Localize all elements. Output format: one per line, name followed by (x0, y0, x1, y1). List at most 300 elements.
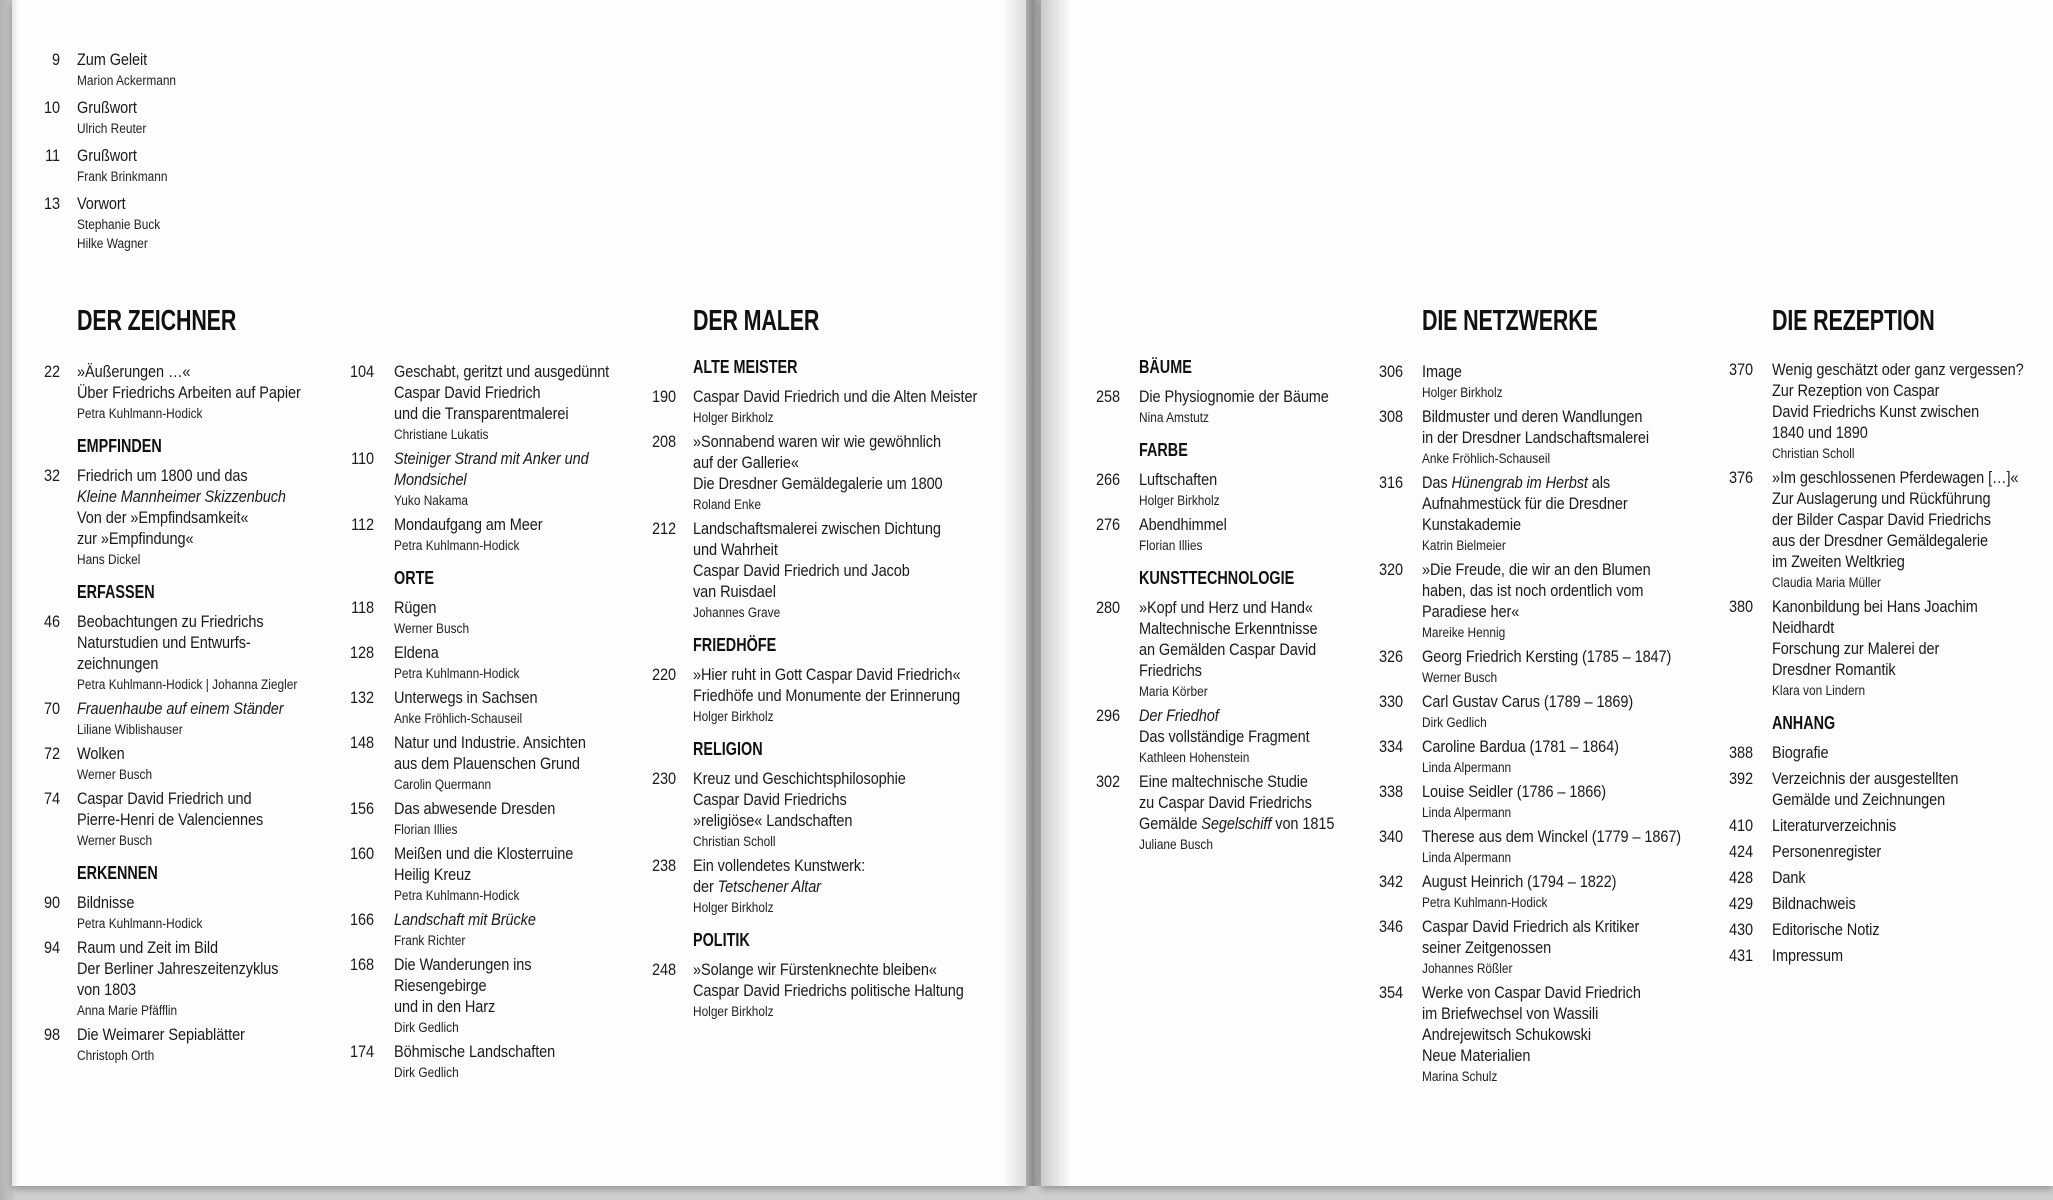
entry-author: Werner Busch (77, 767, 153, 782)
entry-page-number: 148 (350, 734, 374, 752)
entry-author: Christoph Orth (77, 1048, 155, 1063)
entry-page-number: 220 (652, 666, 676, 684)
entry-author: Werner Busch (77, 833, 153, 848)
entry-author: Kathleen Hohenstein (1139, 750, 1250, 765)
entry-page-number: 118 (351, 599, 374, 617)
rezeption-column (1693, 360, 2024, 972)
entry-author: Christiane Lukatis (394, 427, 489, 442)
toc-entry (1693, 868, 2008, 889)
entry-title-line: Paradiese her« (1422, 603, 1520, 621)
entry-author: Hilke Wagner (77, 236, 148, 251)
entry-title-line: Zur Auslagerung und Rückführung (1772, 490, 1991, 508)
entry-author: Marina Schulz (1422, 1069, 1498, 1084)
entry-title-line: Caspar David Friedrich und (77, 790, 252, 808)
entry-title-line: Der Friedhof (1139, 707, 1219, 725)
subsection-header: RELIGION (693, 739, 763, 759)
entry-title-line: Heilig Kreuz (394, 866, 472, 884)
toc-entry (14, 938, 314, 1020)
entry-title-line: Friedrichs (1139, 662, 1202, 680)
entry-title-line: Maltechnische Erkenntnisse (1139, 620, 1318, 638)
entry-title-line: Caspar David Friedrich und Jacob (693, 562, 910, 580)
entry-page-number: 316 (1379, 474, 1403, 492)
toc-entry (14, 98, 314, 138)
maler-column (616, 356, 1018, 1026)
entry-title-line: Das abwesende Dresden (394, 800, 556, 818)
subsection-header: ALTE MEISTER (693, 357, 798, 377)
entry-page-number: 308 (1379, 408, 1403, 426)
entry-title-line: Louise Seidler (1786 – 1866) (1422, 783, 1607, 801)
entry-title-line: auf der Gallerie« (693, 454, 799, 472)
entry-author: Yuko Nakama (394, 493, 468, 508)
subsection-header: FARBE (1139, 440, 1188, 460)
entry-page-number: 212 (652, 520, 676, 538)
entry-page-number: 238 (652, 857, 676, 875)
entry-title-line: Pierre-Henri de Valenciennes (77, 811, 264, 829)
entry-title-line: David Friedrichs Kunst zwischen (1772, 403, 1980, 421)
entry-page-number: 11 (45, 147, 60, 165)
entry-title-line: Andrejewitsch Schukowski (1422, 1026, 1591, 1044)
entry-title-line: von 1803 (77, 981, 137, 999)
entry-author: Johannes Grave (693, 605, 781, 620)
entry-title-line: Frauenhaube auf einem Ständer (77, 700, 284, 718)
toc-entry (616, 665, 1018, 726)
entry-title-line: Bildmuster und deren Wandlungen (1422, 408, 1643, 426)
toc-entry (314, 688, 609, 728)
subsection-header: ERFASSEN (77, 582, 155, 602)
entry-page-number: 110 (351, 450, 374, 468)
entry-title-line: Steiniger Strand mit Anker und (394, 450, 589, 468)
entry-page-number: 340 (1379, 828, 1403, 846)
entry-title-line: Georg Friedrich Kersting (1785 – 1847) (1422, 648, 1672, 666)
entry-author: Frank Richter (394, 933, 466, 948)
entry-author: Holger Birkholz (1422, 385, 1503, 400)
entry-author: Roland Enke (693, 497, 762, 512)
entry-author: Claudia Maria Müller (1772, 575, 1881, 590)
entry-page-number: 258 (1096, 388, 1120, 406)
entry-title-line: Meißen und die Klosterruine (394, 845, 574, 863)
toc-entry (314, 515, 609, 555)
toc-entry (314, 910, 609, 950)
entry-title-line: Bildnisse (77, 894, 135, 912)
entry-title-line: Luftschaften (1139, 471, 1218, 489)
subsection-header: BÄUME (1139, 357, 1192, 377)
section-header-die-netzwerke: DIE NETZWERKE (1422, 305, 1598, 337)
toc-entry (1693, 769, 2008, 811)
entry-author: Petra Kuhlmann-Hodick (394, 666, 520, 681)
entry-author: Petra Kuhlmann-Hodick (394, 538, 520, 553)
entry-title-line: aus dem Plauenschen Grund (394, 755, 580, 773)
entry-title-line: Die Weimarer Sepiablätter (77, 1026, 245, 1044)
toc-entry (14, 789, 314, 850)
entry-title-line: aus der Dresdner Gemäldegalerie (1772, 532, 1988, 550)
entry-title-line: Caspar David Friedrichs politische Haltung (693, 982, 964, 1000)
entry-title-line: Neidhardt (1772, 619, 1835, 637)
entry-author: Christian Scholl (1772, 446, 1855, 461)
entry-title-line: Abendhimmel (1139, 516, 1227, 534)
entry-title-line: »religiöse« Landschaften (693, 812, 853, 830)
entry-title-line: »Die Freude, die wir an den Blumen (1422, 561, 1651, 579)
entry-author: Carolin Quermann (394, 777, 492, 792)
subsection-header: POLITIK (693, 930, 750, 950)
entry-page-number: 330 (1379, 693, 1403, 711)
entry-title-line: Das vollständige Fragment (1139, 728, 1310, 746)
entry-author: Linda Alpermann (1422, 760, 1512, 775)
entry-title-line: Aufnahmestück für die Dresdner (1422, 495, 1628, 513)
entry-author: Holger Birkholz (693, 900, 774, 915)
entry-title-line: zu Caspar David Friedrichs (1139, 794, 1312, 812)
entry-title-line: »Solange wir Fürstenknechte bleiben« (693, 961, 937, 979)
entry-page-number: 104 (350, 363, 374, 381)
entry-title-line: Naturstudien und Entwurfs- (77, 634, 251, 652)
entry-page-number: 248 (652, 961, 676, 979)
toc-entry (1693, 946, 2008, 967)
entry-page-number: 168 (350, 956, 374, 974)
entry-title-line: Kreuz und Geschichtsphilosophie (693, 770, 906, 788)
entry-author: Petra Kuhlmann-Hodick (394, 888, 520, 903)
toc-entry (616, 856, 1018, 917)
entry-title-line: Dresdner Romantik (1772, 661, 1896, 679)
entry-page-number: 280 (1096, 599, 1120, 617)
entry-page-number: 380 (1729, 598, 1753, 616)
entry-title-line: Raum und Zeit im Bild (77, 939, 218, 957)
entry-page-number: 428 (1729, 869, 1753, 887)
entry-title-line: und die Transparentmalerei (394, 405, 569, 423)
subsection-header: KUNSTTECHNOLOGIE (1139, 568, 1295, 588)
entry-page-number: 74 (44, 790, 60, 808)
entry-title-line: Vorwort (77, 195, 126, 213)
entry-page-number: 326 (1379, 648, 1403, 666)
toc-entry (1343, 473, 1655, 555)
subsection-header: ANHANG (1772, 713, 1836, 733)
entry-title-line: »Kopf und Herz und Hand« (1139, 599, 1313, 617)
entry-title-line: haben, das ist noch ordentlich vom (1422, 582, 1644, 600)
entry-title-line: Die Dresdner Gemäldegalerie um 1800 (693, 475, 943, 493)
entry-title-line: Wolken (77, 745, 125, 763)
entry-page-number: 190 (652, 388, 676, 406)
toc-entry (1060, 598, 1352, 701)
entry-title-line: »Im geschlossenen Pferdewagen […]« (1772, 469, 2019, 487)
toc-entry (1343, 560, 1655, 642)
subsection-header: ORTE (394, 568, 435, 588)
entry-author: Petra Kuhlmann-Hodick | Johanna Ziegler (77, 677, 298, 692)
entry-title-line: Literaturverzeichnis (1772, 817, 1897, 835)
entry-title-line: »Äußerungen …« (77, 363, 191, 381)
entry-page-number: 388 (1729, 744, 1753, 762)
entry-title-line: Kanonbildung bei Hans Joachim (1772, 598, 1978, 616)
entry-author: Werner Busch (394, 621, 470, 636)
entry-page-number: 46 (44, 613, 60, 631)
entry-title-line: Über Friedrichs Arbeiten auf Papier (77, 384, 301, 402)
entry-title-line: Impressum (1772, 947, 1844, 965)
entry-title-line: zeichnungen (77, 655, 159, 673)
toc-entry (1693, 597, 2008, 700)
entry-title-line: Der Berliner Jahreszeitenzyklus (77, 960, 279, 978)
entry-page-number: 156 (350, 800, 374, 818)
entry-author: Petra Kuhlmann-Hodick (77, 406, 203, 421)
toc-entry (616, 960, 1018, 1021)
toc-entry (314, 643, 609, 683)
toc-entry (14, 893, 314, 933)
entry-author: Holger Birkholz (693, 410, 774, 425)
entry-title-line: August Heinrich (1794 – 1822) (1422, 873, 1617, 891)
entry-title-line: Werke von Caspar David Friedrich (1422, 984, 1641, 1002)
toc-entry (14, 612, 314, 694)
entry-author: Katrin Bielmeier (1422, 538, 1506, 553)
entry-author: Frank Brinkmann (77, 169, 168, 184)
toc-entry (1060, 772, 1352, 854)
toc-entry (314, 799, 609, 839)
entry-author: Christian Scholl (693, 834, 776, 849)
entry-title-line: in der Dresdner Landschaftsmalerei (1422, 429, 1650, 447)
toc-entry (14, 466, 314, 569)
entry-page-number: 112 (351, 516, 374, 534)
entry-author: Anke Fröhlich-Schauseil (394, 711, 523, 726)
toc-entry (1060, 706, 1352, 767)
toc-entry (1343, 872, 1655, 912)
entry-page-number: 320 (1379, 561, 1403, 579)
entry-page-number: 160 (350, 845, 374, 863)
entry-page-number: 430 (1729, 921, 1753, 939)
toc-entry (1060, 387, 1352, 427)
section-header-der-maler: DER MALER (693, 305, 820, 337)
entry-page-number: 128 (350, 644, 374, 662)
entry-page-number: 338 (1379, 783, 1403, 801)
entry-title-line: Rügen (394, 599, 437, 617)
toc-entry (314, 955, 609, 1037)
toc-entry (1693, 468, 2019, 592)
entry-author: Juliane Busch (1139, 837, 1213, 852)
toc-entry (314, 598, 609, 638)
entry-author: Anna Marie Pfäfflin (77, 1003, 178, 1018)
entry-title-line: Caroline Bardua (1781 – 1864) (1422, 738, 1619, 756)
entry-title-line: Gemälde und Zeichnungen (1772, 791, 1946, 809)
entry-title-line: Neue Materialien (1422, 1047, 1531, 1065)
entry-title-line: Dank (1772, 869, 1806, 887)
entry-title-line: Image (1422, 363, 1462, 381)
toc-entry (1693, 894, 2008, 915)
toc-entry (1343, 407, 1655, 468)
entry-title-line: Landschaftsmalerei zwischen Dichtung (693, 520, 941, 538)
section-header-der-zeichner: DER ZEICHNER (77, 305, 237, 337)
entry-page-number: 334 (1379, 738, 1403, 756)
entry-title-line: Kleine Mannheimer Skizzenbuch (77, 488, 286, 506)
entry-title-line: Friedhöfe und Monumente der Erinnerung (693, 687, 961, 705)
toc-entry (1343, 737, 1655, 777)
entry-author: Johannes Rößler (1422, 961, 1513, 976)
entry-page-number: 72 (44, 745, 60, 763)
toc-entry (1693, 743, 2008, 764)
entry-author: Linda Alpermann (1422, 805, 1512, 820)
entry-title-line: seiner Zeitgenossen (1422, 939, 1552, 957)
entry-title-line: zur »Empfindung« (77, 530, 194, 548)
entry-title-line: Caspar David Friedrich und die Alten Meister (693, 388, 978, 406)
entry-title-line: Caspar David Friedrichs (693, 791, 847, 809)
toc-entry (1343, 827, 1682, 867)
toc-entry (314, 844, 609, 905)
toc-entry (616, 769, 1018, 851)
entry-page-number: 306 (1379, 363, 1403, 381)
entry-title-line: Eine maltechnische Studie (1139, 773, 1308, 791)
entry-page-number: 230 (652, 770, 676, 788)
entry-title-line: Die Physiognomie der Bäume (1139, 388, 1329, 406)
entry-page-number: 370 (1729, 361, 1753, 379)
entry-title-line: Therese aus dem Winckel (1779 – 1867) (1422, 828, 1682, 846)
entry-page-number: 13 (44, 195, 60, 213)
entry-title-line: Carl Gustav Carus (1789 – 1869) (1422, 693, 1634, 711)
entry-page-number: 429 (1729, 895, 1753, 913)
entry-page-number: 392 (1729, 770, 1753, 788)
entry-title-line: Caspar David Friedrich als Kritiker (1422, 918, 1640, 936)
entry-page-number: 346 (1379, 918, 1403, 936)
toc-entry (14, 1025, 314, 1065)
entry-author: Holger Birkholz (693, 1004, 774, 1019)
toc-entry (314, 733, 609, 794)
toc-entry (1343, 983, 1655, 1086)
entry-author: Ulrich Reuter (77, 121, 147, 136)
entry-page-number: 22 (44, 363, 60, 381)
entry-page-number: 342 (1379, 873, 1403, 891)
entry-title-line: im Briefwechsel von Wassili (1422, 1005, 1599, 1023)
toc-entry (1693, 842, 2008, 863)
entry-title-line: Natur und Industrie. Ansichten (394, 734, 586, 752)
entry-page-number: 266 (1096, 471, 1120, 489)
entry-author: Florian Illies (394, 822, 458, 837)
entry-title-line: Editorische Notiz (1772, 921, 1880, 939)
entry-author: Holger Birkholz (1139, 493, 1220, 508)
entry-title-line: Caspar David Friedrich (394, 384, 541, 402)
entry-author: Klara von Lindern (1772, 683, 1866, 698)
entry-page-number: 276 (1096, 516, 1120, 534)
entry-page-number: 354 (1379, 984, 1403, 1002)
toc-entry (14, 362, 314, 423)
section-header-die-rezeption: DIE REZEPTION (1772, 305, 1935, 337)
entry-page-number: 296 (1096, 707, 1120, 725)
netzwerke-column (1343, 362, 1682, 1091)
entry-title-line: Gemälde Segelschiff von 1815 (1139, 815, 1335, 833)
toc-entry (314, 1042, 609, 1082)
entry-page-number: 410 (1729, 817, 1753, 835)
entry-title-line: Riesengebirge (394, 977, 487, 995)
entry-title-line: Wenig geschätzt oder ganz vergessen? (1772, 361, 2024, 379)
entry-page-number: 376 (1729, 469, 1753, 487)
entry-title-line: Personenregister (1772, 843, 1882, 861)
entry-title-line: der Tetschener Altar (693, 878, 821, 896)
entry-title-line: Kunstakademie (1422, 516, 1521, 534)
maler-column-2 (1060, 356, 1352, 859)
entry-title-line: Bildnachweis (1772, 895, 1856, 913)
entry-title-line: Unterwegs in Sachsen (394, 689, 538, 707)
page-gutter (1026, 0, 1041, 1186)
entry-page-number: 70 (44, 700, 60, 718)
entry-title-line: Mondsichel (394, 471, 467, 489)
toc-entry (616, 519, 1018, 622)
entry-title-line: und Wahrheit (693, 541, 778, 559)
entry-title-line: Verzeichnis der ausgestellten (1772, 770, 1959, 788)
entry-title-line: an Gemälden Caspar David (1139, 641, 1317, 659)
entry-title-line: und in den Harz (394, 998, 496, 1016)
entry-title-line: Zur Rezeption von Caspar (1772, 382, 1940, 400)
entry-author: Marion Ackermann (77, 73, 177, 88)
entry-page-number: 98 (44, 1026, 60, 1044)
entry-page-number: 424 (1729, 843, 1753, 861)
entry-author: Maria Körber (1139, 684, 1208, 699)
entry-title-line: im Zweiten Weltkrieg (1772, 553, 1905, 571)
entry-page-number: 132 (350, 689, 374, 707)
entry-title-line: Böhmische Landschaften (394, 1043, 556, 1061)
entry-title-line: 1840 und 1890 (1772, 424, 1868, 442)
entry-page-number: 94 (44, 939, 60, 957)
entry-title-line: Ein vollendetes Kunstwerk: (693, 857, 866, 875)
toc-entry (1693, 360, 2024, 463)
entry-title-line: Friedrich um 1800 und das (77, 467, 248, 485)
toc-entry (1343, 362, 1655, 402)
entry-author: Stephanie Buck (77, 217, 161, 232)
entry-page-number: 302 (1096, 773, 1120, 791)
entry-author: Werner Busch (1422, 670, 1498, 685)
toc-entry (1060, 470, 1352, 510)
entry-title-line: Forschung zur Malerei der (1772, 640, 1940, 658)
zeichner-column-1 (14, 362, 314, 1070)
entry-author: Petra Kuhlmann-Hodick (77, 916, 203, 931)
toc-entry (14, 744, 314, 784)
entry-page-number: 174 (350, 1043, 374, 1061)
entry-title-line: Zum Geleit (77, 51, 148, 69)
toc-entry (14, 699, 314, 739)
entry-title-line: Die Wanderungen ins (394, 956, 532, 974)
toc-entry (616, 387, 1018, 427)
toc-entry (1343, 647, 1672, 687)
entry-title-line: »Sonnabend waren wir wie gewöhnlich (693, 433, 941, 451)
toc-entry (1343, 782, 1655, 822)
toc-entry (314, 449, 609, 510)
toc-entry (1693, 920, 2008, 941)
subsection-header: ERKENNEN (77, 863, 158, 883)
entry-title-line: Grußwort (77, 99, 137, 117)
entry-title-line: Grußwort (77, 147, 137, 165)
entry-author: Mareike Hennig (1422, 625, 1506, 640)
entry-author: Petra Kuhlmann-Hodick (1422, 895, 1548, 910)
toc-entry (14, 194, 314, 253)
entry-author: Dirk Gedlich (394, 1065, 459, 1080)
entry-page-number: 431 (1729, 947, 1753, 965)
entry-title-line: van Ruisdael (693, 583, 776, 601)
entry-title-line: der Bilder Caspar David Friedrichs (1772, 511, 1991, 529)
entry-page-number: 32 (44, 467, 60, 485)
toc-entry (14, 146, 314, 186)
entry-title-line: Mondaufgang am Meer (394, 516, 543, 534)
entry-title-line: Das Hünengrab im Herbst als (1422, 474, 1611, 492)
entry-title-line: »Hier ruht in Gott Caspar David Friedrich« (693, 666, 961, 684)
toc-entry (1693, 816, 2008, 837)
entry-author: Dirk Gedlich (394, 1020, 459, 1035)
toc-entry (14, 50, 314, 90)
entry-page-number: 90 (44, 894, 60, 912)
toc-entry (1060, 515, 1352, 555)
entry-title-line: Landschaft mit Brücke (394, 911, 536, 929)
subsection-header: EMPFINDEN (77, 436, 162, 456)
toc-entry (1343, 692, 1655, 732)
entry-page-number: 10 (44, 99, 60, 117)
entry-author: Holger Birkholz (693, 709, 774, 724)
entry-author: Anke Fröhlich-Schauseil (1422, 451, 1551, 466)
entry-author: Linda Alpermann (1422, 850, 1512, 865)
entry-title-line: Biografie (1772, 744, 1829, 762)
entry-page-number: 208 (652, 433, 676, 451)
zeichner-column-2 (314, 362, 609, 1087)
entry-author: Hans Dickel (77, 552, 141, 567)
subsection-header: FRIEDHÖFE (693, 635, 777, 655)
entry-title-line: Von der »Empfindsamkeit« (77, 509, 249, 527)
